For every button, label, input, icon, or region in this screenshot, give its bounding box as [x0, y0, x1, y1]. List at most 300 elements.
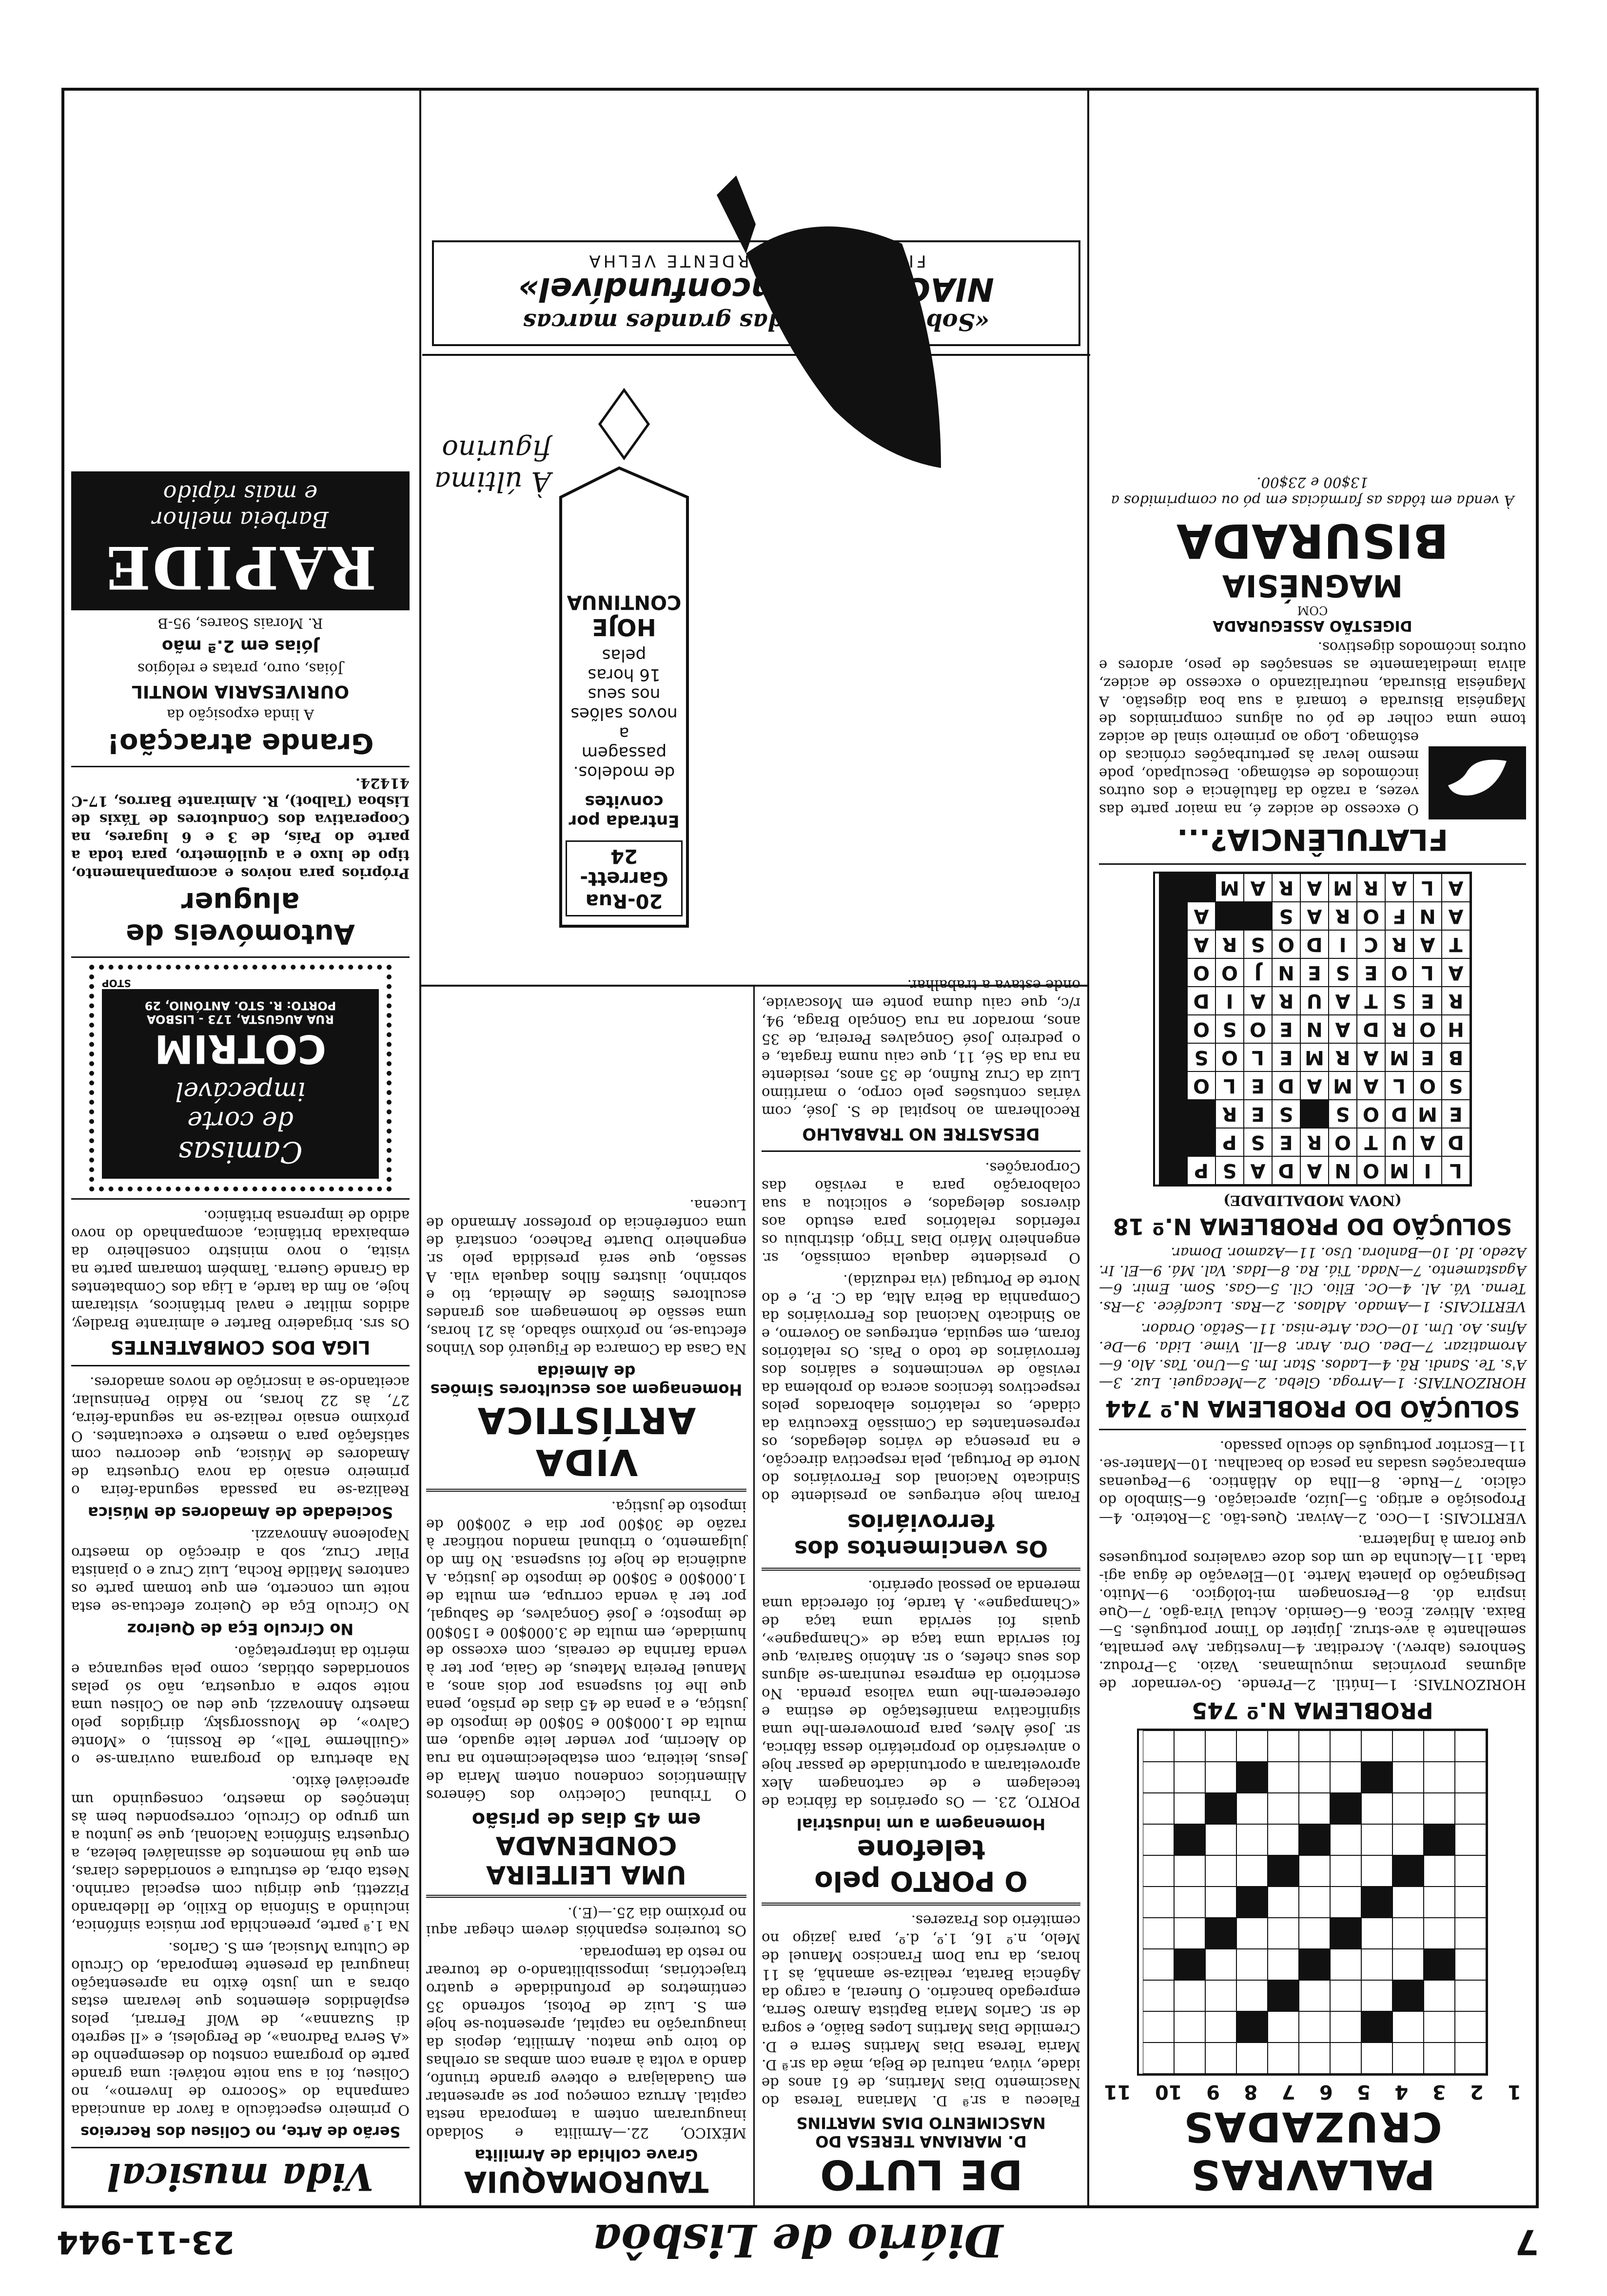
solution-cell: D [1385, 1100, 1413, 1128]
solution-cell [1187, 1128, 1215, 1156]
cotrim-inner [102, 989, 379, 1179]
crossword-cell [1236, 1980, 1268, 2011]
crossword-cell [1143, 1887, 1174, 1918]
crossword-cell [1424, 1980, 1455, 2011]
crossword-cell [1236, 1762, 1268, 1793]
crossword-cell [1174, 2011, 1205, 2043]
crossword-cell [1330, 1980, 1361, 2011]
solution-cell: M [1385, 1043, 1413, 1071]
luto-title: DE LUTO [819, 2151, 1023, 2199]
crossword-cell [1268, 1887, 1299, 1918]
solution-cell: R [1329, 1043, 1357, 1071]
fashion-address: 20-Rua Garrett-24 [566, 840, 683, 916]
solution-cell: N [1413, 902, 1442, 930]
crossword-cell [1330, 1918, 1361, 1949]
crossword-cell [1424, 2043, 1455, 2074]
solution-cell: A [1187, 930, 1215, 958]
niagara-line1: «Sob o império das grandes marcas [523, 308, 990, 335]
solution-cell: D [1187, 987, 1215, 1015]
solution18-title: SOLUÇÃO DO PROBLEMA N.º 18 [1113, 1213, 1512, 1240]
fashion-script: À última figurino [434, 434, 551, 497]
crossword-cell [1174, 1949, 1205, 1980]
crossword-cell [1205, 1793, 1236, 1824]
crossword-cell [1392, 2043, 1424, 2074]
crossword-cell [1236, 2011, 1268, 2043]
cotrim-script2: de corte [187, 1106, 294, 1135]
crossword-cell [1205, 1855, 1236, 1887]
solution-cell: A [1357, 1043, 1385, 1071]
crossword-grid [1137, 1729, 1488, 2076]
crossword-cell [1205, 1980, 1236, 2011]
crossword-cell [1205, 1762, 1236, 1793]
crossword-cell [1424, 2011, 1455, 2043]
column-news [419, 91, 1087, 2205]
crossword-cell [1268, 1793, 1299, 1824]
crossword-cell [1143, 1918, 1174, 1949]
crossword-cell [1392, 1793, 1424, 1824]
fashion-hoje: HOJE [592, 613, 656, 641]
fashion-continua: CONTINUA [567, 591, 682, 613]
ferroviarios-text: Foram hoje entregues ao presidente do Sindicato Nacional dos Ferroviários do Norte de Portugal, pela respectiva direcção, e na presença de vários delegados, os representantes da Comissão Executiva da cidade, os relatórios elaborados pelos respectivos técnicos acerca do problema da revisão de vencimentos e salários dos ferroviários de todo o País. Os relatórios foram, em seguida, entregues ao Governo, e ao Sindicato Nacional dos Ferroviários da Companhia da Beira Alta, da C. P., e do Norte de Portugal (via reduzida). [762, 1272, 1080, 1505]
crossword-cell [1236, 1731, 1268, 1762]
niagara-line3: FINISSIMA AGUARDENTE VELHA [586, 251, 926, 271]
serao-text2: Na 1.ª parte, preenchida por música sinfónica, incluindo a Sinfonia do Exilio, de Ildebrando Pizzetti, que dirigiu com especial carinho. Nesta obra, de estrutura e sonoridades claras, em que há momentos de assinalável beleza, a Orquestra Sinfónica Nacional, que se juntou a um grupo do Círculo, correspondeu bem às intenções do maestro, conseguindo um apreciável êxito. [71, 1773, 410, 1934]
atraccao-text3: Jóias em 2.ª mão [161, 636, 319, 656]
solution-cell: A [1442, 874, 1470, 902]
fashion-l1: pelas [602, 645, 647, 665]
fashion-l6: passagem [581, 743, 667, 762]
solution-cell: N [1272, 958, 1300, 987]
luto-text: Faleceu a sr.ª D. Mariana Teresa do Nascimento Dias Martins, de 61 anos de idade, viúva, natural de Beja, mãe da sr.ª D. Maria Teresa Dias Martins Serra e D. Cremilde Dias Martins Lopes Baião, e sogra de sr. Carlos Maria Baptista Amaro Serra, empregado bancário. O funeral, a cargo da Agência Barata, realiza-se amanhã, às 11 horas, da rua Dom Francisco Manuel de Melo, n.º 16, 1.º, d.º, para jazigo no cemitério dos Prazeres. [762, 1912, 1080, 2109]
fashion-l3: nos seus [588, 684, 661, 704]
solution-cell: S [1329, 1100, 1357, 1128]
solution-cell: R [1385, 1015, 1413, 1043]
tauromaquia-title: TAUROMAQUIA [464, 2164, 709, 2199]
amadores-title: Sociedade de Amadores de Música [88, 1503, 393, 1522]
solution-cell: T [1442, 930, 1470, 958]
crossword-cell [1268, 1762, 1299, 1793]
crossword-cell [1174, 1793, 1205, 1824]
solution-cell: O [1357, 1156, 1385, 1185]
atraccao-text2: Jóias, ouro, pratas e relógios [137, 661, 343, 677]
crossword-cell [1330, 1949, 1361, 1980]
solution-cell: A [1442, 958, 1470, 987]
issue-date: 23-11-944 [57, 2224, 235, 2260]
crossword-cell [1299, 1855, 1330, 1887]
crossword-cell [1299, 1762, 1330, 1793]
crossword-title: PALAVRAS CRUZADAS [1183, 2103, 1442, 2199]
fashion-l5: a [619, 723, 629, 743]
solution-cell: E [1244, 1100, 1272, 1128]
solution-cell [1159, 1100, 1187, 1128]
crossword-cell [1361, 1731, 1392, 1762]
crossword-cell [1392, 1887, 1424, 1918]
solution-cell: P [1215, 1128, 1244, 1156]
crossword-cell [1455, 1949, 1486, 1980]
desastre-title: DESASTRE NO TRABALHO [802, 1124, 1040, 1144]
crossword-cell [1455, 1793, 1486, 1824]
crossword-cell [1424, 1855, 1455, 1887]
crossword-cell [1205, 1918, 1236, 1949]
solution-cell: M [1329, 874, 1357, 902]
solution-cell: S [1272, 902, 1300, 930]
solution-cell: R [1215, 1100, 1244, 1128]
solution-cell: R [1272, 874, 1300, 902]
solution-cell: S [1329, 958, 1357, 987]
fashion-l4: novos salões [570, 704, 678, 723]
solution-cell: H [1442, 1015, 1470, 1043]
crossword-cell [1424, 1762, 1455, 1793]
crossword-cell [1361, 1949, 1392, 1980]
solution-cell: A [1413, 930, 1442, 958]
solution18-sub: (NOVA MODALIDADE) [1223, 1192, 1402, 1209]
luto-sub: D. MARIANA TERESA DO NASCIMENTO DIAS MARTINS [796, 2114, 1046, 2151]
crossword-cell [1455, 1980, 1486, 2011]
solution-cell: M [1215, 874, 1244, 902]
num: 2 [1470, 2081, 1484, 2103]
solution-cell: A [1413, 1128, 1442, 1156]
solution-cell: E [1244, 1071, 1272, 1100]
brand-com: COM [1297, 603, 1328, 617]
solution-cell: M [1329, 1071, 1357, 1100]
crossword-cell [1361, 1762, 1392, 1793]
solution-cell [1159, 1043, 1187, 1071]
solution-cell: U [1385, 1128, 1413, 1156]
crossword-column-numbers [1104, 2081, 1521, 2103]
solution-cell: A [1244, 1156, 1272, 1185]
crossword-cell [1268, 1855, 1299, 1887]
serao-title: Serão de Arte, no Coliseu dos Recreios [80, 2123, 400, 2140]
eca-text: No Círculo Eça de Queiroz efectua-se esta noite um concerto, em que tomam parte os cantores Matilde Rocha, Luiz Cruz e o pianista Pilar Cruz, sob a direcção do maestro Napoleone Annovazzi. [71, 1527, 410, 1615]
crossword-cell [1174, 1731, 1205, 1762]
solution-cell: N [1300, 1015, 1329, 1043]
crossword-cell [1424, 1793, 1455, 1824]
flatulence-title: FLATULÊNCIA?... [1176, 822, 1449, 856]
crossword-cell [1268, 1949, 1299, 1980]
solution-cell: A [1357, 1071, 1385, 1100]
leiteira-sub: em 45 dias de prisão [471, 1808, 701, 1830]
rapide-line1: Barbeia melhor [152, 506, 329, 533]
leiteira-text: O Tribunal Colectivo dos Géneros Alimentícios condenou ontem Maria de Jesus, leiteira, com estabelecimento na rua do Alecrim, por vender leite aguado, em multa de 1.000$00 e 50$00 de imposto de justiça, e a pena de 45 dias de prisão, pena que lhe foi suspensa por dois anos, a Manuel Pereira Mateus, de Gaia, por ter à venda farinha de cereais, com excesso de humidade, em multa de 3.000$00 e 150$00 de imposto; e José Gonçalves, de Sabugal, por ter à venda corrupa, em multa de 1.000$00 e 50$00 de imposto de justiça. A audiência de hoje foi suspensa. No fim do julgamento, o tribunal mandou notificar à razão de 30$00 por dia e 200$00 de imposto de justiça. [426, 1498, 746, 1804]
crossword-cell [1392, 1731, 1424, 1762]
crossword-cell [1143, 2043, 1174, 2074]
solution-cell: E [1300, 958, 1329, 987]
solution-cell: L [1244, 1043, 1272, 1071]
crossword-cell [1424, 1918, 1455, 1949]
porto-text: PORTO, 23. — Os operários da fábrica de tecelagem e de cartonagem Alex aproveitaram a oportunidade de passar hoje o aniversário do proprietário dessa fábrica, sr. José Alves, para promoverem-lhe uma significativa manifestação de estima e oferecerem-lhe uma valiosa prenda. No escritório da empresa reuniram-se alguns dos seus chefes, o sr. António Saraiva, que foi servida uma taça de «Champagne», quais foi servida uma taça de «Champagne». À tarde, foi oferecida uma merenda ao pessoal operário. [762, 1577, 1080, 1810]
crossword-cell [1143, 1949, 1174, 1980]
crossword-cell [1299, 1918, 1330, 1949]
newspaper-title: Diário de Lisbôa [592, 2214, 1003, 2267]
vida-artistica-text: Na Casa da Comarca de Figueiró dos Vinhos efectua-se, no próximo sábado, às 21 horas, uma sessão de homenagem aos grandes escultores Simões de Almeida, tio e sobrinho, ilustres filhos daquela vila. A sessão, que será presidida pelo sr. engenheiro Duarte Pacheco, constará de uma conferência do professor Armando de Lucena. [426, 1197, 746, 1358]
crossword-cell [1205, 1824, 1236, 1855]
solution-cell: D [1272, 1156, 1300, 1185]
niagara-line2: NIAGARA é inconfundível» [518, 271, 994, 308]
crossword-cell [1299, 1887, 1330, 1918]
porto-sub: Homenagem a um industrial [796, 1815, 1046, 1833]
solution-cell: O [1244, 1015, 1272, 1043]
solution-cell: O [1187, 1071, 1215, 1100]
crossword-cell [1392, 1855, 1424, 1887]
solution-cell: R [1300, 1128, 1329, 1156]
crossword-cell [1299, 2043, 1330, 2074]
crossword-cell [1143, 1855, 1174, 1887]
solution-cell: A [1244, 874, 1272, 902]
crossword-cell [1455, 1731, 1486, 1762]
news-right [419, 987, 753, 2205]
solution-cell: S [1385, 987, 1413, 1015]
solution-cell: R [1329, 902, 1357, 930]
num: 10 [1155, 2081, 1182, 2103]
column-crossword [1087, 91, 1536, 2205]
solution-cell: A [1300, 1071, 1329, 1100]
crossword-cell [1361, 1980, 1392, 2011]
solution-cell: E [1357, 958, 1385, 987]
masthead [57, 2213, 1539, 2267]
crossword-cell [1205, 2043, 1236, 2074]
crossword-cell [1392, 1762, 1424, 1793]
solution-cell [1159, 987, 1187, 1015]
cotrim-address1: RUA AUGUSTA, 173 - LISBOA [147, 1012, 334, 1026]
leiteira-title: UMA LEITEIRA CONDENADA [486, 1830, 686, 1889]
crossword-cell [1268, 1980, 1299, 2011]
crossword-cell [1236, 1887, 1268, 1918]
solution-cell [1244, 902, 1272, 930]
solution-cell: R [1272, 987, 1300, 1015]
atraccao-brand: OURIVESARIA MONTIL [131, 681, 350, 701]
crossword-cell [1330, 1887, 1361, 1918]
solution-cell [1159, 958, 1187, 987]
solution-cell: P [1187, 1156, 1215, 1185]
crossword-cell [1392, 1918, 1424, 1949]
fashion-text-block [561, 591, 687, 916]
column-music-ads [61, 91, 419, 2205]
crossword-cell [1424, 1731, 1455, 1762]
solution-cell: A [1187, 902, 1215, 930]
solution-cell: S [1244, 1128, 1272, 1156]
crossword-cell [1268, 1731, 1299, 1762]
solution-cell: O [1272, 930, 1300, 958]
crossword-cell [1455, 1887, 1486, 1918]
crossword-cell [1361, 1918, 1392, 1949]
solution-cell [1159, 1156, 1187, 1185]
vida-artistica-title: VIDA ARTÍSTICA [476, 1399, 696, 1483]
solution-title: SOLUÇÃO DO PROBLEMA N.º 744 [1105, 1396, 1520, 1422]
tauromaquia-text2: Os toureiros espanhóis devem chegar aqui no próximo dia 25.—(E.). [426, 1905, 746, 1939]
solution-cell: J [1244, 958, 1272, 987]
cotrim-brand: COTRIM [154, 1026, 327, 1071]
crossword-cell [1361, 1793, 1392, 1824]
solution-cell: L [1442, 1156, 1470, 1185]
num: 5 [1357, 2081, 1371, 2103]
crossword-cell [1455, 2043, 1486, 2074]
solution-cell: I [1215, 987, 1244, 1015]
crossword-cell [1205, 1887, 1236, 1918]
solution-cell: O [1187, 1015, 1215, 1043]
cotrim-ad [89, 965, 392, 1191]
crossword-cell [1330, 2011, 1361, 2043]
solution-cell: S [1187, 1043, 1215, 1071]
solution-grid [1153, 872, 1472, 1187]
atraccao-title: Grande atracção! [107, 727, 374, 759]
solution-cell [1159, 1015, 1187, 1043]
crossword-cell [1455, 1762, 1486, 1793]
solution-cell: E [1413, 1043, 1442, 1071]
solution-cell: L [1215, 1071, 1244, 1100]
crossword-cell [1174, 2043, 1205, 2074]
solution-cell: A [1329, 987, 1357, 1015]
crossword-cell [1268, 2043, 1299, 2074]
solution-cell: A [1300, 874, 1329, 902]
cotrim-address2: PORTO: R. STO. ANTÓNIO, 29 [144, 999, 336, 1012]
crossword-cell [1299, 1980, 1330, 2011]
solution-cell [1159, 902, 1187, 930]
solution-cell: D [1272, 1071, 1300, 1100]
ferroviarios-text2: O presidente daquela comissão, sr. engenheiro Mário Dias Trigo, distribuiu os referidos relatórios para estudo aos diversos delegados, e solicitou a sua colaboração para a revisão das Corporações. [762, 1160, 1080, 1266]
solution-cell [1159, 930, 1187, 958]
solution-cell: E [1272, 1015, 1300, 1043]
num: 7 [1281, 2081, 1295, 2103]
crossword-cell [1143, 1762, 1174, 1793]
solution-cell: O [1385, 958, 1413, 987]
brand-foot: À venda em tôdas as farmácias em pó ou comprimidos a 13$00 e 23$00. [1111, 474, 1514, 509]
crossword-cell [1236, 1918, 1268, 1949]
solution-cell: S [1272, 1100, 1300, 1128]
solution-cell: E [1413, 987, 1442, 1015]
solution-cell: A [1300, 1156, 1329, 1185]
crossword-cell [1205, 1949, 1236, 1980]
crossword-cell [1392, 1824, 1424, 1855]
crossword-cell [1236, 1949, 1268, 1980]
automoveis-text: Próprios para noivos e acompanhamento, tipo de luxo e a quilómetro, para toda a parte do País, de 3 e 6 lugares, na Cooperativa dos Condutores de Táxis de Lisboa (Talbot), R. Almirante Barros, 17-C 41424. [71, 775, 410, 882]
solution-cell: D [1300, 930, 1329, 958]
crossword-cell [1174, 1762, 1205, 1793]
solution-cell: M [1413, 1100, 1442, 1128]
niagara-ad [432, 240, 1080, 346]
solution-cell: M [1385, 1156, 1413, 1185]
eca-title: No Círculo Eça de Queiroz [127, 1620, 354, 1638]
crossword-cell [1268, 1824, 1299, 1855]
porto-title: O PORTO pelo telefone [814, 1833, 1028, 1897]
solution-cell: U [1300, 987, 1329, 1015]
serao-text: O primeiro espectáculo a favor da anunciada campanha do «Socorro de Inverno», no Coliseu, foi a sua noite notável: uma grande parte do programa constou do desempenho de «A Serva Padrona», de Pergolesi, e «Il segreto di Suzanna», de Wolf Ferrari, pelos esplêndidos elementos que levaram estas obras a um justo êxito na apresentação inaugural da presente temporada, do Círculo de Cultura Musical, em S. Carlos. [71, 1940, 410, 2119]
crossword-cell [1455, 1824, 1486, 1855]
rapide-ad [71, 471, 410, 610]
solution-cell: E [1272, 1043, 1300, 1071]
crossword-cell [1205, 1731, 1236, 1762]
solution-cell: S [1244, 930, 1272, 958]
desastre-text: Recolheram ao hospital de S. José, com várias contusões pelo corpo, o marítimo Luiz da Cruz Rufino, de 35 anos, residente na rua da Sé, 11, que caiu numa fragata, e o pedreiro José Gonçalves Pereira, de 35 anos, morador na rua Gonçalo Braga, 94, r/c, que caiu duma ponte em Moscavide, onde estava a trabalhar. [762, 977, 1080, 1120]
solution-cell: A [1385, 874, 1413, 902]
solution-cell: R [1442, 987, 1470, 1015]
solution-cell: O [1357, 1100, 1385, 1128]
solution-cell: N [1329, 1156, 1357, 1185]
crossword-cell [1455, 1855, 1486, 1887]
crossword-cell [1455, 2011, 1486, 2043]
solution-cell: L [1413, 874, 1442, 902]
solution-cell: O [1329, 1128, 1357, 1156]
solution-cell: I [1329, 930, 1357, 958]
solution-cell [1300, 1100, 1329, 1128]
solution-cell: A [1442, 902, 1470, 930]
bottom-ad-band [422, 93, 1090, 356]
atraccao-address: R. Morais Soares, 95-B [157, 615, 323, 632]
page-number: 7 [1515, 2222, 1539, 2262]
crossword-cell [1361, 2043, 1392, 2074]
solution-cell: S [1442, 1071, 1470, 1100]
crossword-cell [1299, 1949, 1330, 1980]
crossword-cell [1268, 2011, 1299, 2043]
problem-horizontal: HORIZONTAIS: 1—Inútil. 2—Prende. Go-vernador de algumas províncias muçulmanas. Vazio. 3—Produz. Senhores (abrev.). Acreditar. 4—Investigar. Ave pernalta, semelhante à ave-struz. Júpiter do Timor português. 5—Baixa. Altivez. Écoa. 6—Gemido. Actual Vira-gão. 7—Que inspira dó. 8—Personagem mi-tológico. 9—Muito. Designação do planeta Marte. 10—Elevação de água agi-tada. 11—Alcunha de um dos doze cavaleiros portugueses que foram à Inglaterra. [1099, 1532, 1526, 1693]
solution-cell: R [1385, 930, 1413, 958]
crossword-cell [1361, 1887, 1392, 1918]
solution-cell: T [1357, 987, 1385, 1015]
crossword-cell [1392, 1949, 1424, 1980]
solution-cell: B [1442, 1043, 1470, 1071]
automoveis-title: Automóveis de aluguer [126, 886, 355, 950]
solution-cell: T [1357, 1128, 1385, 1156]
crossword-cell [1361, 1855, 1392, 1887]
num: 3 [1432, 2081, 1446, 2103]
vida-artistica-sub: Homenagem aos escultores Simões de Almeida [430, 1362, 743, 1399]
crossword-cell [1424, 1949, 1455, 1980]
solution-cell: R [1215, 930, 1244, 958]
solution-horizontal: HORIZONTAIS: 1—Arroga. Gleba. 2—Mecaguei. Luz. 3—A's. Te. Sandi. Rã. 4—Lados. Star. Im. 5—Uno. Tas. Alo. 6—Aromatizar. 7—Dea. Ora. Arar. 8—Il. Vime. Lida. 9—De. Afins. Ao. Um. 10—Oca. Arte-nisa. 11—Setão. Orador. [1099, 1321, 1526, 1391]
fashion-l2: 16 horas [588, 665, 661, 684]
problem-title: PROBLEMA N.º 745 [1192, 1697, 1433, 1724]
crossword-cell [1299, 1731, 1330, 1762]
crossword-cell [1236, 2043, 1268, 2074]
hand-illustration [1429, 746, 1526, 819]
crossword-cell [1392, 1980, 1424, 2011]
solution-cell: M [1300, 1043, 1329, 1071]
crossword-cell [1330, 2043, 1361, 2074]
amadores-text: Realiza-se na passada segunda-feira o primeiro ensaio da nova Orquestra de Amadores de Música, que decorreu com satisfação para o maestro e executantes. O próximo ensaio realiza-se na segunda-feira, 27, às 22 horas, no Rádio Peninsular, aceitando-se a inscrição de novos amadores. [71, 1374, 410, 1499]
vida-musical-title: Vida musical [107, 2155, 374, 2199]
solution-cell [1215, 902, 1244, 930]
ferroviarios-title: Os vencimentos dos ferroviários [794, 1509, 1048, 1562]
liga-text: Os srs. brigadeiro Barter e almirante Bradley, adidos militar e naval britânicos, visitaram hoje, ao fim da tarde, a Liga dos Combatentes da Grande Guerra. Também tomaram parte na visita, o novo ministro conselheiro da embaixada britânica, acompanhado do novo adido de imprensa britânico. [71, 1207, 410, 1332]
crossword-cell [1424, 1824, 1455, 1855]
crossword-cell [1392, 2011, 1424, 2043]
solution-cell: F [1385, 902, 1413, 930]
crossword-cell [1174, 1918, 1205, 1949]
crossword-cell [1236, 1824, 1268, 1855]
solution-cell: I [1413, 1156, 1442, 1185]
news-left [753, 977, 1087, 2205]
crossword-cell [1455, 1918, 1486, 1949]
crossword-cell [1174, 1980, 1205, 2011]
crossword-cell [1299, 1793, 1330, 1824]
solution-vertical: VERTICAIS: 1—Amado. Adlaos. 2—Ras. Lucaféce. 3—Rs. Terna. Vá. Al. 4—Oc. Elio. Cil. 5—Gas. Som. Emir. 6—Agastamento. 7—Nada. Tiá. Ra. 8—Idas. Val. Má. 9—El. Ir. Azedo. Id. 10—Banlora. Uso. 11—Azamor. Domar. [1099, 1245, 1526, 1315]
solution-cell: A [1244, 987, 1272, 1015]
solution-cell: O [1215, 958, 1244, 987]
tauromaquia-sub: Grave colhida de Armilita [474, 2146, 698, 2164]
crossword-cell [1299, 1824, 1330, 1855]
rapide-brand: RAPIDE [104, 533, 377, 602]
solution-cell: L [1385, 1071, 1413, 1100]
solution-cell: A [1329, 1015, 1357, 1043]
solution-cell [1159, 1071, 1187, 1100]
num: 9 [1206, 2081, 1220, 2103]
solution-cell: S [1215, 1156, 1244, 1185]
solution-cell: S [1215, 1015, 1244, 1043]
solution-cell: L [1413, 958, 1442, 987]
crossword-cell [1330, 1855, 1361, 1887]
solution-cell [1159, 874, 1187, 902]
solution-cell: D [1442, 1128, 1470, 1156]
cotrim-stop: STOP [102, 977, 131, 989]
